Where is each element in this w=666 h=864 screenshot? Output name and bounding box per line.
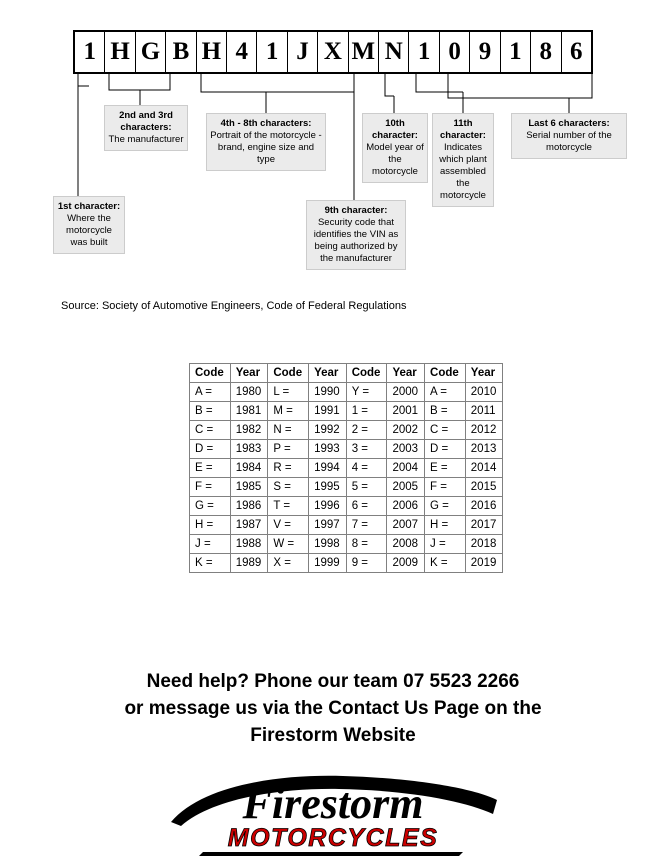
cell: 1 = xyxy=(346,402,387,421)
cell: 2007 xyxy=(387,516,425,535)
cell: 1986 xyxy=(230,497,268,516)
cell: M = xyxy=(268,402,309,421)
cell: 1997 xyxy=(309,516,347,535)
vin-char: 8 xyxy=(531,32,561,72)
vin-char: 1 xyxy=(257,32,287,72)
cell: 2016 xyxy=(465,497,503,516)
cell: C = xyxy=(190,421,231,440)
cell: D = xyxy=(190,440,231,459)
table-row xyxy=(190,516,503,535)
callout-body: Model year of the motorcycle xyxy=(366,142,424,177)
cell: 1998 xyxy=(309,535,347,554)
vin-char: 6 xyxy=(569,38,583,65)
column-header: Code xyxy=(346,364,387,383)
callout-title: 2nd and 3rd characters: xyxy=(119,110,173,133)
callout-ninth-character xyxy=(306,200,406,270)
callout-title: 1st character: xyxy=(57,201,121,212)
cell: 3 = xyxy=(346,440,387,459)
cell: E = xyxy=(190,459,231,478)
cell: 5 = xyxy=(346,478,387,497)
cell: G = xyxy=(425,497,466,516)
firestorm-logo xyxy=(0,770,666,860)
callout-last-six-characters xyxy=(511,113,627,159)
cell: K = xyxy=(190,554,231,573)
cell: 2013 xyxy=(465,440,503,459)
cell: 2018 xyxy=(465,535,503,554)
cell: H = xyxy=(190,516,231,535)
callout-title: Last 6 characters: xyxy=(528,118,610,129)
cell: V = xyxy=(268,516,309,535)
cell: 1988 xyxy=(230,535,268,554)
column-header: Year xyxy=(465,364,503,383)
cell: 2006 xyxy=(387,497,425,516)
cell: A = xyxy=(425,383,466,402)
cell: 2010 xyxy=(465,383,503,402)
cell: 2002 xyxy=(387,421,425,440)
cell: K = xyxy=(425,554,466,573)
callout-title: 11th character: xyxy=(440,118,486,141)
callout-tenth-character xyxy=(362,113,428,183)
callout-body: Serial number of the motorcycle xyxy=(526,130,612,153)
column-header: Year xyxy=(230,364,268,383)
column-header: Year xyxy=(387,364,425,383)
cell: 1981 xyxy=(230,402,268,421)
vin-char: J xyxy=(288,32,318,72)
vin-character-strip xyxy=(73,30,593,74)
table-row xyxy=(190,459,503,478)
cell: P = xyxy=(268,440,309,459)
cell: 1980 xyxy=(230,383,268,402)
cell: 2011 xyxy=(465,402,503,421)
callout-body: Portrait of the motorcycle - brand, engine size and type xyxy=(210,130,322,165)
callout-first-character xyxy=(53,196,125,254)
cell: F = xyxy=(425,478,466,497)
cell: 1983 xyxy=(230,440,268,459)
cell: 1989 xyxy=(230,554,268,573)
callout-title: 4th - 8th characters: xyxy=(220,118,312,129)
cell: A = xyxy=(190,383,231,402)
cell: 1999 xyxy=(309,554,347,573)
help-line-2: or message us via the Contact Us Page on the xyxy=(124,698,542,719)
cell: 2015 xyxy=(465,478,503,497)
help-text-block xyxy=(0,668,666,749)
cell: 2004 xyxy=(387,459,425,478)
cell: W = xyxy=(268,535,309,554)
table-row xyxy=(190,497,503,516)
table-header-row xyxy=(190,364,503,383)
cell: Y = xyxy=(346,383,387,402)
table-row xyxy=(190,421,503,440)
vin-char: 1 xyxy=(501,32,531,72)
vin-char: 1 xyxy=(409,32,439,72)
cell: N = xyxy=(268,421,309,440)
logo-secondary-text: MOTORCYCLES xyxy=(227,824,439,852)
cell: 1990 xyxy=(309,383,347,402)
cell: S = xyxy=(268,478,309,497)
cell: 2008 xyxy=(387,535,425,554)
vin-char: 4 xyxy=(227,32,257,72)
cell: 1987 xyxy=(230,516,268,535)
callout-body: Where the motorcycle was built xyxy=(66,213,112,248)
cell: 2 = xyxy=(346,421,387,440)
year-code-table xyxy=(189,363,503,573)
firestorm-logo-graphic xyxy=(163,770,503,856)
cell: R = xyxy=(268,459,309,478)
vin-char: G xyxy=(136,32,166,72)
cell: 2012 xyxy=(465,421,503,440)
table-row xyxy=(190,383,503,402)
callout-body: The manufacturer xyxy=(108,134,184,145)
cell: 2019 xyxy=(465,554,503,573)
cell: 2000 xyxy=(387,383,425,402)
cell: 2009 xyxy=(387,554,425,573)
callout-fourth-eighth-characters xyxy=(206,113,326,171)
cell: 4 = xyxy=(346,459,387,478)
cell: 1993 xyxy=(309,440,347,459)
cell: G = xyxy=(190,497,231,516)
cell: 1991 xyxy=(309,402,347,421)
table-row xyxy=(190,440,503,459)
vin-char: 9 xyxy=(470,32,500,72)
callout-title: 9th character: xyxy=(324,205,388,216)
column-header: Year xyxy=(309,364,347,383)
vin-char: H xyxy=(105,32,135,72)
cell: H = xyxy=(425,516,466,535)
vin-char: 1 xyxy=(75,32,105,72)
table-row xyxy=(190,478,503,497)
callout-body: Security code that identifies the VIN as being authorized by the manufacturer xyxy=(313,217,399,264)
vin-char: M xyxy=(349,32,379,72)
cell: J = xyxy=(425,535,466,554)
column-header: Code xyxy=(268,364,309,383)
cell: B = xyxy=(190,402,231,421)
cell: X = xyxy=(268,554,309,573)
source-note: Source: Society of Automotive Engineers, Code of Federal Regulations xyxy=(61,300,407,312)
cell: 2003 xyxy=(387,440,425,459)
cell: B = xyxy=(425,402,466,421)
table-row xyxy=(190,402,503,421)
cell: 1996 xyxy=(309,497,347,516)
cell: J = xyxy=(190,535,231,554)
help-line-1: Need help? Phone our team 07 5523 2266 xyxy=(146,671,520,692)
vin-char: B xyxy=(166,32,196,72)
help-line-3: Firestorm Website xyxy=(250,725,416,746)
cell: T = xyxy=(268,497,309,516)
callout-second-third-characters xyxy=(104,105,188,151)
cell: 2001 xyxy=(387,402,425,421)
cell: 6 = xyxy=(346,497,387,516)
cell: 8 = xyxy=(346,535,387,554)
cell: 9 = xyxy=(346,554,387,573)
vin-char: X xyxy=(318,32,348,72)
column-header: Code xyxy=(425,364,466,383)
table-row xyxy=(190,535,503,554)
cell: 2005 xyxy=(387,478,425,497)
cell: 1985 xyxy=(230,478,268,497)
vin-char: 0 xyxy=(440,32,470,72)
cell: 2014 xyxy=(465,459,503,478)
callout-body: Indicates which plant assembled the motorcycle xyxy=(439,142,487,201)
cell: 1994 xyxy=(309,459,347,478)
cell: 1984 xyxy=(230,459,268,478)
cell: 2017 xyxy=(465,516,503,535)
cell: D = xyxy=(425,440,466,459)
table-row xyxy=(190,554,503,573)
vin-char: N xyxy=(379,32,409,72)
logo-primary-text: Firestorm xyxy=(242,779,424,828)
cell: F = xyxy=(190,478,231,497)
callout-title: 10th character: xyxy=(372,118,418,141)
callout-eleventh-character xyxy=(432,113,494,207)
cell: 1992 xyxy=(309,421,347,440)
column-header: Code xyxy=(190,364,231,383)
cell: L = xyxy=(268,383,309,402)
cell: C = xyxy=(425,421,466,440)
cell: 1982 xyxy=(230,421,268,440)
cell: 1995 xyxy=(309,478,347,497)
vin-char: H xyxy=(197,32,227,72)
cell: 7 = xyxy=(346,516,387,535)
cell: E = xyxy=(425,459,466,478)
